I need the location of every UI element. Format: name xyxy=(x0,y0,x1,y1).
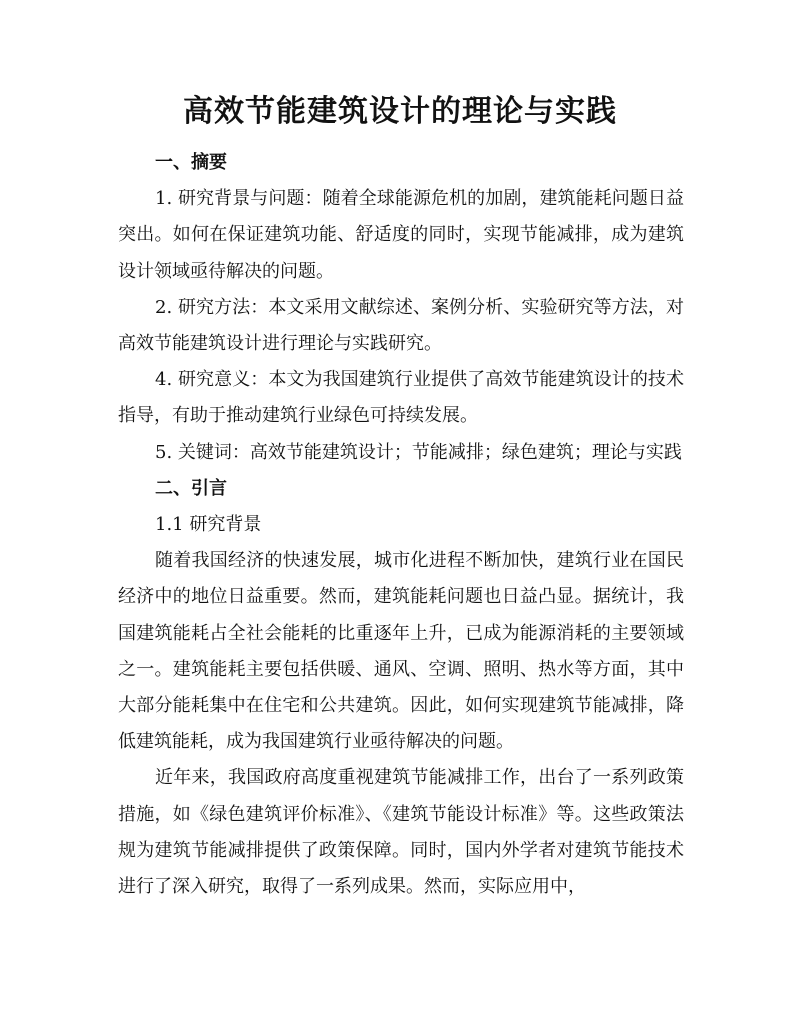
section-heading-abstract: 一、摘要 xyxy=(155,152,227,173)
subsection-heading-background: 1.1 研究背景 xyxy=(155,514,262,536)
abstract-item-background: 1. 研究背景与问题：随着全球能源危机的加剧，建筑能耗问题日益突出。如何在保证建筑功能、舒适度的同时，实现节能减排，成为建筑设计领域亟待解决的问题。 xyxy=(118,188,684,282)
body-paragraph: 近年来，我国政府高度重视建筑节能减排工作，出台了一系列政策措施，如《绿色建筑评价标准》、《建筑节能设计标准》等。这些政策法规为建筑节能减排提供了政策保障。同时，国内外学者对建筑节能技术进行了深入研究，取得了一系列成果。然而，实际应用中， xyxy=(118,767,684,898)
abstract-item-method: 2. 研究方法：本文采用文献综述、案例分析、实验研究等方法，对高效节能建筑设计进行理论与实践研究。 xyxy=(118,296,684,355)
section-heading-introduction: 二、引言 xyxy=(155,477,227,499)
abstract-item-keywords: 5. 关键词：高效节能建筑设计；节能减排；绿色建筑；理论与实践 xyxy=(155,441,682,463)
abstract-item-significance: 4. 研究意义：本文为我国建筑行业提供了高效节能建筑设计的技术指导，有助于推动建筑行业绿色可持续发展。 xyxy=(118,369,684,427)
document-body xyxy=(118,145,684,905)
body-paragraph: 随着我国经济的快速发展，城市化进程不断加快，建筑行业在国民经济中的地位日益重要。然而，建筑能耗问题也日益凸显。据统计，我国建筑能耗占全社会能耗的比重逐年上升，已成为能源消耗的主要领域之一。建筑能耗主要包括供暖、通风、空调、照明、热水等方面，其中大部分能耗集中在住宅和公共建筑。因此，如何实现建筑节能减排，降低建筑能耗，成为我国建筑行业亟待解决的问题。 xyxy=(118,550,684,753)
document-title: 高效节能建筑设计的理论与实践 xyxy=(183,94,617,129)
